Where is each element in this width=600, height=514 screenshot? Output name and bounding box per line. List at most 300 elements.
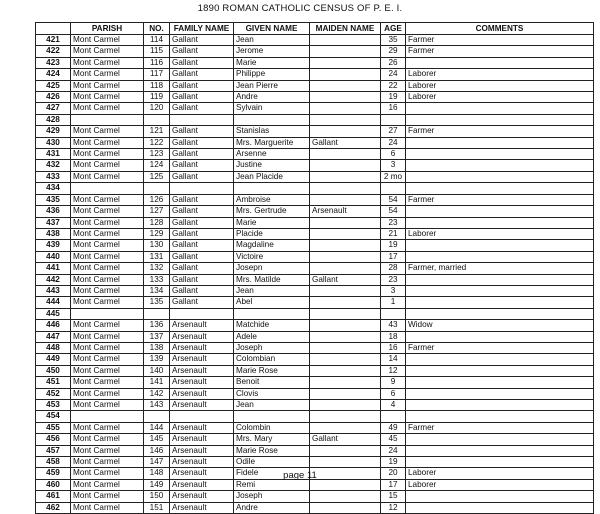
cell-age: 2 mo bbox=[381, 171, 406, 182]
cell-comments bbox=[406, 217, 594, 228]
cell-row-number: 432 bbox=[36, 160, 71, 171]
cell-maiden-name bbox=[310, 80, 381, 91]
cell-maiden-name bbox=[310, 411, 381, 422]
table-row bbox=[36, 400, 594, 411]
cell-family-name bbox=[170, 411, 234, 422]
cell-maiden-name: Arsenault bbox=[310, 206, 381, 217]
cell-family-name: Gallant bbox=[170, 69, 234, 80]
cell-given-name bbox=[234, 308, 310, 319]
cell-comments bbox=[406, 502, 594, 513]
cell-maiden-name bbox=[310, 502, 381, 513]
cell-maiden-name bbox=[310, 365, 381, 376]
cell-family-name: Arsenault bbox=[170, 354, 234, 365]
cell-family-name: Arsenault bbox=[170, 445, 234, 456]
table-row bbox=[36, 103, 594, 114]
cell-comments: Farmer bbox=[406, 46, 594, 57]
cell-given-name: Placide bbox=[234, 228, 310, 239]
cell-maiden-name bbox=[310, 491, 381, 502]
cell-maiden-name bbox=[310, 377, 381, 388]
cell-family-no: 132 bbox=[144, 263, 170, 274]
cell-family-no: 147 bbox=[144, 457, 170, 468]
cell-row-number: 426 bbox=[36, 92, 71, 103]
cell-parish bbox=[71, 114, 144, 125]
cell-given-name: Clovis bbox=[234, 388, 310, 399]
cell-parish: Mont Carmel bbox=[71, 285, 144, 296]
cell-row-number: 429 bbox=[36, 126, 71, 137]
table-row bbox=[36, 149, 594, 160]
cell-comments: Farmer bbox=[406, 194, 594, 205]
cell-age: 14 bbox=[381, 354, 406, 365]
cell-comments bbox=[406, 251, 594, 262]
cell-given-name: Benoit bbox=[234, 377, 310, 388]
table-row bbox=[36, 183, 594, 194]
cell-age: 12 bbox=[381, 365, 406, 376]
cell-row-number: 431 bbox=[36, 149, 71, 160]
cell-row-number: 458 bbox=[36, 457, 71, 468]
cell-family-no: 138 bbox=[144, 342, 170, 353]
table-row bbox=[36, 434, 594, 445]
cell-parish: Mont Carmel bbox=[71, 365, 144, 376]
cell-parish: Mont Carmel bbox=[71, 445, 144, 456]
cell-family-name: Arsenault bbox=[170, 400, 234, 411]
cell-given-name: Mrs. Gertrude bbox=[234, 206, 310, 217]
cell-family-name: Gallant bbox=[170, 35, 234, 46]
cell-comments bbox=[406, 388, 594, 399]
cell-age: 3 bbox=[381, 160, 406, 171]
cell-given-name: Arsenne bbox=[234, 149, 310, 160]
table-row bbox=[36, 285, 594, 296]
cell-family-no: 149 bbox=[144, 479, 170, 490]
cell-family-no: 143 bbox=[144, 400, 170, 411]
cell-family-no: 122 bbox=[144, 137, 170, 148]
cell-maiden-name bbox=[310, 126, 381, 137]
cell-parish bbox=[71, 183, 144, 194]
table-row bbox=[36, 411, 594, 422]
cell-parish: Mont Carmel bbox=[71, 457, 144, 468]
cell-row-number: 447 bbox=[36, 331, 71, 342]
table-row bbox=[36, 263, 594, 274]
table-row bbox=[36, 491, 594, 502]
cell-family-no: 141 bbox=[144, 377, 170, 388]
cell-family-name: Arsenault bbox=[170, 342, 234, 353]
cell-family-name: Arsenault bbox=[170, 502, 234, 513]
cell-age: 23 bbox=[381, 274, 406, 285]
cell-row-number: 455 bbox=[36, 422, 71, 433]
cell-family-no bbox=[144, 183, 170, 194]
table-row bbox=[36, 194, 594, 205]
cell-family-no: 144 bbox=[144, 422, 170, 433]
cell-maiden-name bbox=[310, 240, 381, 251]
cell-age: 24 bbox=[381, 69, 406, 80]
cell-age bbox=[381, 183, 406, 194]
table-row bbox=[36, 160, 594, 171]
cell-age: 9 bbox=[381, 377, 406, 388]
cell-family-name: Gallant bbox=[170, 240, 234, 251]
cell-family-no: 120 bbox=[144, 103, 170, 114]
cell-age: 27 bbox=[381, 126, 406, 137]
cell-parish: Mont Carmel bbox=[71, 92, 144, 103]
cell-given-name: Jean bbox=[234, 285, 310, 296]
cell-age: 24 bbox=[381, 445, 406, 456]
cell-family-name: Arsenault bbox=[170, 377, 234, 388]
table-row bbox=[36, 228, 594, 239]
cell-family-name: Gallant bbox=[170, 126, 234, 137]
cell-age: 19 bbox=[381, 240, 406, 251]
table-row bbox=[36, 331, 594, 342]
cell-maiden-name bbox=[310, 400, 381, 411]
cell-comments: Farmer, married bbox=[406, 263, 594, 274]
cell-parish: Mont Carmel bbox=[71, 240, 144, 251]
cell-family-no: 125 bbox=[144, 171, 170, 182]
cell-parish: Mont Carmel bbox=[71, 126, 144, 137]
cell-parish: Mont Carmel bbox=[71, 35, 144, 46]
cell-comments bbox=[406, 206, 594, 217]
cell-age: 12 bbox=[381, 502, 406, 513]
cell-row-number: 434 bbox=[36, 183, 71, 194]
table-row bbox=[36, 308, 594, 319]
cell-given-name bbox=[234, 183, 310, 194]
cell-maiden-name bbox=[310, 183, 381, 194]
cell-given-name: Mrs. Marguerite bbox=[234, 137, 310, 148]
cell-row-number: 452 bbox=[36, 388, 71, 399]
cell-family-no bbox=[144, 114, 170, 125]
cell-parish: Mont Carmel bbox=[71, 80, 144, 91]
cell-parish: Mont Carmel bbox=[71, 400, 144, 411]
cell-maiden-name bbox=[310, 331, 381, 342]
table-row bbox=[36, 240, 594, 251]
cell-family-no bbox=[144, 411, 170, 422]
cell-parish: Mont Carmel bbox=[71, 206, 144, 217]
cell-row-number: 450 bbox=[36, 365, 71, 376]
cell-family-no: 130 bbox=[144, 240, 170, 251]
header-row-number bbox=[36, 23, 71, 35]
cell-comments bbox=[406, 171, 594, 182]
cell-parish: Mont Carmel bbox=[71, 263, 144, 274]
cell-row-number: 423 bbox=[36, 57, 71, 68]
cell-family-name: Gallant bbox=[170, 171, 234, 182]
cell-given-name: Abel bbox=[234, 297, 310, 308]
table-row bbox=[36, 126, 594, 137]
census-body bbox=[36, 35, 594, 514]
cell-row-number: 424 bbox=[36, 69, 71, 80]
cell-row-number: 435 bbox=[36, 194, 71, 205]
cell-family-no: 117 bbox=[144, 69, 170, 80]
cell-row-number: 428 bbox=[36, 114, 71, 125]
cell-parish: Mont Carmel bbox=[71, 274, 144, 285]
cell-age bbox=[381, 308, 406, 319]
cell-given-name: Matchide bbox=[234, 320, 310, 331]
cell-family-name: Gallant bbox=[170, 57, 234, 68]
cell-comments: Farmer bbox=[406, 126, 594, 137]
cell-family-name: Gallant bbox=[170, 274, 234, 285]
cell-family-no bbox=[144, 308, 170, 319]
cell-comments bbox=[406, 285, 594, 296]
cell-family-no: 127 bbox=[144, 206, 170, 217]
cell-comments: Laborer bbox=[406, 92, 594, 103]
table-row bbox=[36, 46, 594, 57]
cell-family-no: 142 bbox=[144, 388, 170, 399]
cell-family-name: Gallant bbox=[170, 206, 234, 217]
table-row bbox=[36, 342, 594, 353]
cell-comments: Farmer bbox=[406, 422, 594, 433]
table-row bbox=[36, 365, 594, 376]
cell-maiden-name bbox=[310, 251, 381, 262]
table-row bbox=[36, 137, 594, 148]
cell-comments bbox=[406, 274, 594, 285]
cell-maiden-name bbox=[310, 69, 381, 80]
cell-given-name: Jean bbox=[234, 35, 310, 46]
cell-age: 45 bbox=[381, 434, 406, 445]
cell-parish: Mont Carmel bbox=[71, 468, 144, 479]
cell-maiden-name bbox=[310, 422, 381, 433]
cell-parish: Mont Carmel bbox=[71, 103, 144, 114]
cell-family-name: Gallant bbox=[170, 92, 234, 103]
cell-row-number: 437 bbox=[36, 217, 71, 228]
cell-family-name: Arsenault bbox=[170, 434, 234, 445]
cell-parish: Mont Carmel bbox=[71, 46, 144, 57]
cell-maiden-name bbox=[310, 263, 381, 274]
table-row bbox=[36, 377, 594, 388]
header-family-name: FAMILY NAME bbox=[170, 23, 234, 35]
cell-given-name: Josepn bbox=[234, 263, 310, 274]
cell-family-no: 135 bbox=[144, 297, 170, 308]
cell-comments bbox=[406, 377, 594, 388]
cell-row-number: 439 bbox=[36, 240, 71, 251]
cell-given-name: Jean Placide bbox=[234, 171, 310, 182]
cell-row-number: 460 bbox=[36, 479, 71, 490]
cell-age: 28 bbox=[381, 263, 406, 274]
cell-family-no: 137 bbox=[144, 331, 170, 342]
cell-age: 35 bbox=[381, 35, 406, 46]
cell-age: 23 bbox=[381, 217, 406, 228]
cell-given-name: Mrs. Mary bbox=[234, 434, 310, 445]
cell-age: 15 bbox=[381, 491, 406, 502]
cell-comments: Laborer bbox=[406, 468, 594, 479]
cell-family-no: 114 bbox=[144, 35, 170, 46]
cell-family-no: 115 bbox=[144, 46, 170, 57]
header-maiden-name: MAIDEN NAME bbox=[310, 23, 381, 35]
cell-parish: Mont Carmel bbox=[71, 57, 144, 68]
cell-row-number: 454 bbox=[36, 411, 71, 422]
cell-maiden-name bbox=[310, 160, 381, 171]
cell-parish: Mont Carmel bbox=[71, 137, 144, 148]
page-title: 1890 ROMAN CATHOLIC CENSUS OF P. E. I. bbox=[197, 3, 403, 14]
cell-family-no: 151 bbox=[144, 502, 170, 513]
cell-row-number: 451 bbox=[36, 377, 71, 388]
table-row bbox=[36, 217, 594, 228]
cell-age: 24 bbox=[381, 137, 406, 148]
cell-age: 6 bbox=[381, 388, 406, 399]
cell-family-no: 136 bbox=[144, 320, 170, 331]
table-row bbox=[36, 80, 594, 91]
cell-age: 29 bbox=[381, 46, 406, 57]
cell-row-number: 421 bbox=[36, 35, 71, 46]
cell-maiden-name bbox=[310, 479, 381, 490]
cell-row-number: 456 bbox=[36, 434, 71, 445]
cell-row-number: 430 bbox=[36, 137, 71, 148]
cell-family-no: 145 bbox=[144, 434, 170, 445]
cell-age: 3 bbox=[381, 285, 406, 296]
cell-given-name: Marie Rose bbox=[234, 445, 310, 456]
cell-given-name: Fidele bbox=[234, 468, 310, 479]
cell-row-number: 457 bbox=[36, 445, 71, 456]
table-row bbox=[36, 422, 594, 433]
cell-parish: Mont Carmel bbox=[71, 354, 144, 365]
cell-comments bbox=[406, 240, 594, 251]
cell-comments bbox=[406, 354, 594, 365]
cell-maiden-name bbox=[310, 149, 381, 160]
cell-row-number: 443 bbox=[36, 285, 71, 296]
cell-family-name: Gallant bbox=[170, 263, 234, 274]
table-row bbox=[36, 69, 594, 80]
cell-comments: Laborer bbox=[406, 228, 594, 239]
cell-given-name: Joseph bbox=[234, 342, 310, 353]
cell-age: 16 bbox=[381, 342, 406, 353]
cell-family-name: Arsenault bbox=[170, 491, 234, 502]
cell-family-no: 124 bbox=[144, 160, 170, 171]
cell-given-name: Stanislas bbox=[234, 126, 310, 137]
cell-row-number: 444 bbox=[36, 297, 71, 308]
cell-family-name: Gallant bbox=[170, 251, 234, 262]
cell-age bbox=[381, 114, 406, 125]
cell-given-name: Adele bbox=[234, 331, 310, 342]
cell-maiden-name bbox=[310, 114, 381, 125]
cell-row-number: 441 bbox=[36, 263, 71, 274]
cell-family-no: 131 bbox=[144, 251, 170, 262]
cell-row-number: 446 bbox=[36, 320, 71, 331]
header-given-name: GIVEN NAME bbox=[234, 23, 310, 35]
cell-maiden-name bbox=[310, 297, 381, 308]
cell-given-name: Mrs. Matilde bbox=[234, 274, 310, 285]
table-row bbox=[36, 445, 594, 456]
cell-given-name: Marie Rose bbox=[234, 365, 310, 376]
cell-comments bbox=[406, 297, 594, 308]
cell-comments bbox=[406, 457, 594, 468]
cell-family-name: Gallant bbox=[170, 160, 234, 171]
cell-age: 18 bbox=[381, 331, 406, 342]
cell-parish: Mont Carmel bbox=[71, 251, 144, 262]
cell-comments bbox=[406, 149, 594, 160]
cell-given-name: Justine bbox=[234, 160, 310, 171]
cell-row-number: 448 bbox=[36, 342, 71, 353]
cell-family-name: Arsenault bbox=[170, 331, 234, 342]
cell-family-no: 139 bbox=[144, 354, 170, 365]
cell-comments bbox=[406, 365, 594, 376]
cell-row-number: 449 bbox=[36, 354, 71, 365]
cell-maiden-name bbox=[310, 457, 381, 468]
cell-parish: Mont Carmel bbox=[71, 331, 144, 342]
cell-parish: Mont Carmel bbox=[71, 479, 144, 490]
cell-row-number: 442 bbox=[36, 274, 71, 285]
table-row bbox=[36, 502, 594, 513]
cell-comments: Laborer bbox=[406, 479, 594, 490]
cell-age: 54 bbox=[381, 194, 406, 205]
cell-given-name: Joseph bbox=[234, 491, 310, 502]
cell-family-name: Arsenault bbox=[170, 479, 234, 490]
table-row bbox=[36, 114, 594, 125]
table-row bbox=[36, 35, 594, 46]
cell-age: 26 bbox=[381, 57, 406, 68]
cell-given-name: Colombin bbox=[234, 422, 310, 433]
cell-given-name: Andre bbox=[234, 92, 310, 103]
cell-family-name bbox=[170, 308, 234, 319]
cell-age: 6 bbox=[381, 149, 406, 160]
cell-age: 54 bbox=[381, 206, 406, 217]
cell-family-name bbox=[170, 114, 234, 125]
header-no: NO. bbox=[144, 23, 170, 35]
cell-age: 19 bbox=[381, 457, 406, 468]
cell-parish: Mont Carmel bbox=[71, 502, 144, 513]
cell-family-no: 126 bbox=[144, 194, 170, 205]
cell-maiden-name bbox=[310, 35, 381, 46]
cell-family-name: Gallant bbox=[170, 228, 234, 239]
cell-given-name: Victoire bbox=[234, 251, 310, 262]
cell-comments bbox=[406, 57, 594, 68]
cell-comments: Widow bbox=[406, 320, 594, 331]
table-row bbox=[36, 457, 594, 468]
cell-comments bbox=[406, 491, 594, 502]
cell-comments bbox=[406, 103, 594, 114]
cell-comments: Laborer bbox=[406, 80, 594, 91]
cell-parish: Mont Carmel bbox=[71, 491, 144, 502]
cell-row-number: 425 bbox=[36, 80, 71, 91]
cell-row-number: 427 bbox=[36, 103, 71, 114]
cell-family-name: Gallant bbox=[170, 80, 234, 91]
cell-given-name: Remi bbox=[234, 479, 310, 490]
cell-family-no: 116 bbox=[144, 57, 170, 68]
cell-given-name bbox=[234, 411, 310, 422]
cell-parish: Mont Carmel bbox=[71, 69, 144, 80]
header-parish: PARISH bbox=[71, 23, 144, 35]
header-comments: COMMENTS bbox=[406, 23, 594, 35]
cell-maiden-name bbox=[310, 308, 381, 319]
cell-given-name: Marie bbox=[234, 57, 310, 68]
cell-family-name: Gallant bbox=[170, 149, 234, 160]
census-table bbox=[35, 22, 594, 514]
cell-maiden-name bbox=[310, 46, 381, 57]
cell-row-number: 433 bbox=[36, 171, 71, 182]
cell-given-name: Andre bbox=[234, 502, 310, 513]
cell-given-name: Jerome bbox=[234, 46, 310, 57]
cell-age: 49 bbox=[381, 422, 406, 433]
cell-age: 1 bbox=[381, 297, 406, 308]
cell-maiden-name: Gallant bbox=[310, 137, 381, 148]
cell-family-name: Arsenault bbox=[170, 468, 234, 479]
cell-maiden-name bbox=[310, 228, 381, 239]
cell-family-no: 118 bbox=[144, 80, 170, 91]
cell-parish: Mont Carmel bbox=[71, 297, 144, 308]
cell-comments: Farmer bbox=[406, 342, 594, 353]
cell-family-name: Arsenault bbox=[170, 457, 234, 468]
cell-age: 19 bbox=[381, 92, 406, 103]
cell-maiden-name bbox=[310, 388, 381, 399]
cell-family-no: 146 bbox=[144, 445, 170, 456]
cell-maiden-name bbox=[310, 320, 381, 331]
cell-row-number: 461 bbox=[36, 491, 71, 502]
cell-parish: Mont Carmel bbox=[71, 149, 144, 160]
cell-given-name: Sylvain bbox=[234, 103, 310, 114]
cell-age: 17 bbox=[381, 251, 406, 262]
cell-parish: Mont Carmel bbox=[71, 377, 144, 388]
cell-parish bbox=[71, 411, 144, 422]
cell-family-name: Arsenault bbox=[170, 422, 234, 433]
cell-maiden-name bbox=[310, 171, 381, 182]
cell-family-no: 134 bbox=[144, 285, 170, 296]
table-row bbox=[36, 206, 594, 217]
cell-age: 17 bbox=[381, 479, 406, 490]
cell-maiden-name bbox=[310, 285, 381, 296]
cell-parish: Mont Carmel bbox=[71, 194, 144, 205]
